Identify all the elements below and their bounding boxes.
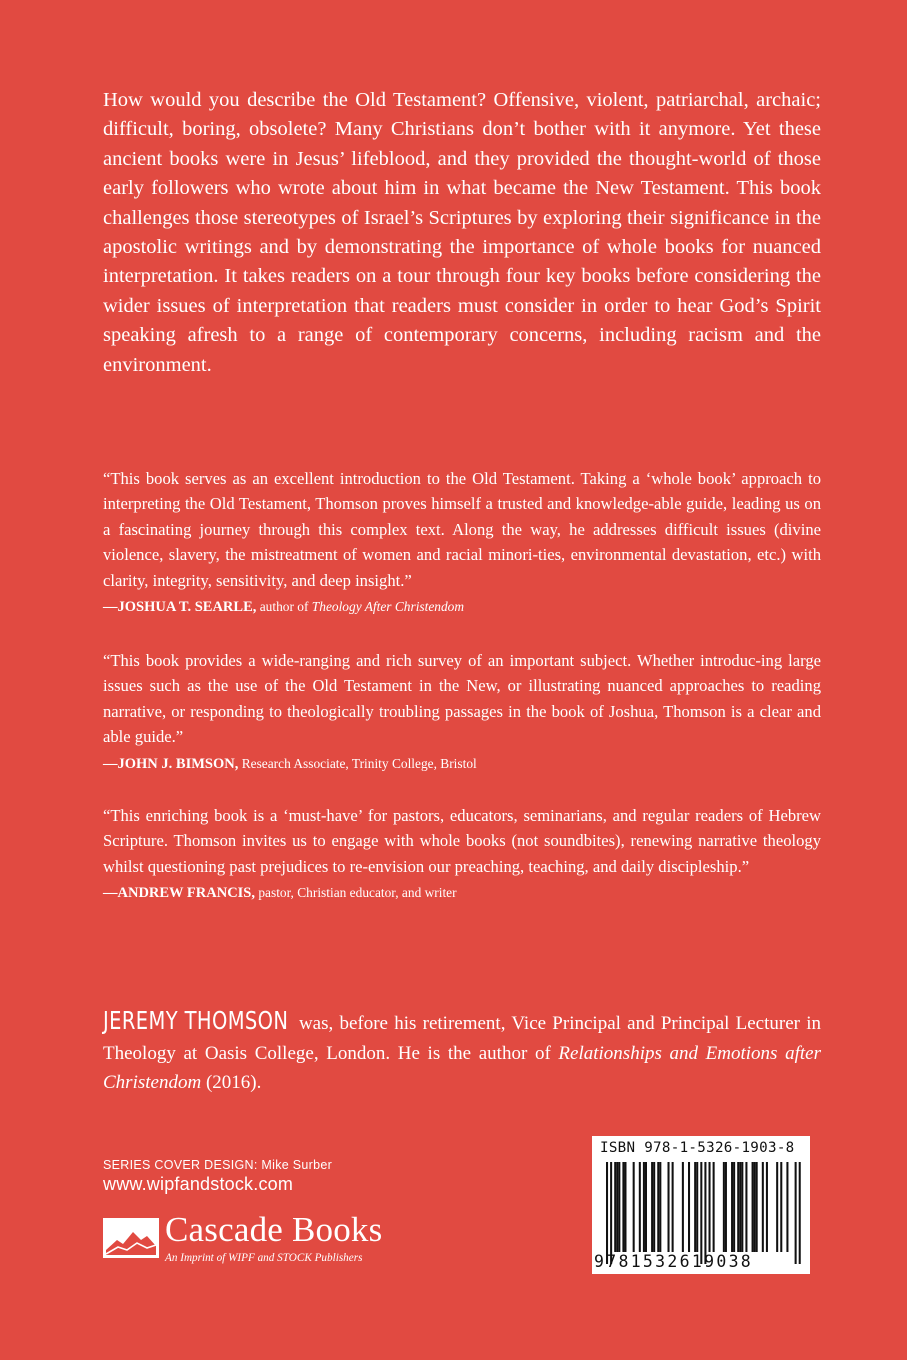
- barcode-bar: [618, 1162, 620, 1252]
- barcode-bar: [723, 1162, 725, 1252]
- endorsement-1: [103, 466, 821, 617]
- barcode-digits: 9781532619038: [594, 1252, 754, 1271]
- barcode-bar: [614, 1162, 616, 1252]
- barcode-bar: [756, 1162, 758, 1252]
- endorser-role: Research Associate, Trinity College, Bristol: [238, 755, 477, 771]
- barcode-bar: [745, 1162, 747, 1252]
- credits: [103, 1158, 332, 1195]
- barcode-bar: [731, 1162, 733, 1252]
- publisher-imprint: An Imprint of WIPF and STOCK Publishers: [165, 1252, 363, 1264]
- endorsement-quote: “This book provides a wide-ranging and rich survey of an important subject. Whether introduc-ing large issues such as the use of the Old Testament in the New, or illustrating nuanced approaches to reading narrative, or responding to theologically troubling passages in the book of Joshua, Thomson is a clear and able guide.”: [103, 651, 821, 747]
- barcode-bar: [643, 1162, 645, 1252]
- barcode-bar: [659, 1162, 661, 1252]
- endorsement-attribution: [103, 597, 821, 617]
- barcode-bar: [651, 1162, 653, 1252]
- barcode-bar: [657, 1162, 659, 1252]
- barcode-bar: [639, 1162, 641, 1252]
- bio-text: was, before his retirement, Vice Principal and Principal Lecturer in Theology at Oasis College, London. He is the author of: [103, 1013, 821, 1064]
- barcode-bar: [713, 1162, 715, 1252]
- endorser-role: author of: [256, 599, 312, 615]
- barcode-bar: [762, 1162, 764, 1252]
- barcode-bar: [786, 1162, 788, 1252]
- barcode-bar: [688, 1162, 690, 1252]
- barcode-bar: [704, 1162, 706, 1264]
- barcode-bar: [606, 1162, 608, 1264]
- endorsement-attribution: [103, 883, 821, 903]
- barcode-bar: [700, 1162, 702, 1264]
- barcode-bar: [766, 1162, 768, 1252]
- barcode-bar: [616, 1162, 618, 1252]
- publisher-website: www.wipfandstock.com: [103, 1174, 294, 1194]
- endorser-name: —JOHN J. BIMSON,: [103, 755, 239, 772]
- barcode-bar: [668, 1162, 670, 1252]
- isbn-barcode: [592, 1136, 810, 1274]
- barcode-bar: [696, 1162, 698, 1252]
- barcode-bar: [737, 1162, 739, 1252]
- endorser-work: Theology After Christendom: [311, 599, 465, 615]
- endorsement-2: [103, 648, 821, 774]
- barcode-bar: [610, 1162, 612, 1264]
- endorser-name: —JOSHUA T. SEARLE,: [103, 599, 257, 616]
- bio-text-end: (2016).: [201, 1072, 262, 1093]
- barcode-bar: [741, 1162, 743, 1252]
- barcode-bar: [709, 1162, 711, 1252]
- endorsement-3: [103, 803, 821, 903]
- barcode-bar: [624, 1162, 626, 1252]
- barcode-bar: [645, 1162, 647, 1252]
- barcode-bar: [799, 1162, 801, 1264]
- endorser-name: —ANDREW FRANCIS,: [103, 885, 255, 902]
- barcode-bar: [754, 1162, 756, 1252]
- barcode-bar: [795, 1162, 797, 1264]
- bio-book-title: Relationships and Emotions after Christendom: [103, 1042, 821, 1093]
- publisher-name: Cascade Books: [165, 1210, 383, 1249]
- barcode-bar: [622, 1162, 624, 1252]
- author-name: JEREMY THOMSON: [103, 1006, 289, 1035]
- endorser-role: pastor, Christian educator, and writer: [255, 885, 457, 901]
- barcode-bar: [672, 1162, 674, 1252]
- barcode-bar: [725, 1162, 727, 1252]
- barcode-bar: [682, 1162, 684, 1252]
- publisher-logo: [103, 1210, 433, 1276]
- barcode-bar: [752, 1162, 754, 1252]
- barcode-bar: [633, 1162, 635, 1252]
- barcode-bar: [694, 1162, 696, 1252]
- book-description: How would you describe the Old Testament? Offensive, violent, patriarchal, archaic; difficult, boring, obsolete? Many Christians don’t bother with it anymore. Yet these ancient books were in Jesus’ lifeblood, and they provided the thought-world of those early followers who wrote about him in what became the New Testament. This book challenges those stereotypes of Israel’s Scriptures by exploring their significance in the apostolic writings and by demonstrating the importance of whole books for nuanced interpretation. It takes readers on a tour through four key books before considering the wider issues of interpretation that readers must consider in order to hear God’s Spirit speaking afresh to a range of contemporary concerns, including racism and the environment.: [103, 89, 821, 376]
- barcode-bar: [653, 1162, 655, 1252]
- endorsement-attribution: [103, 754, 821, 774]
- mountain-peak-icon: [103, 1218, 159, 1258]
- endorsement-quote: “This enriching book is a ‘must-have’ for pastors, educators, seminarians, and regular readers of Hebrew Scripture. Thomson invites us to engage with whole books (not soundbites), renewing narrative theology whilst questioning past prejudices to re-envision our preaching, teaching, and daily discipleship.”: [103, 806, 821, 876]
- author-bio: [103, 1006, 821, 1098]
- barcode-bar: [776, 1162, 778, 1252]
- isbn-label: ISBN 978-1-5326-1903-8: [600, 1140, 795, 1156]
- barcode-bar: [733, 1162, 735, 1252]
- barcode-bar: [780, 1162, 782, 1252]
- cover-design-credit: SERIES COVER DESIGN: Mike Surber: [103, 1158, 333, 1172]
- barcode-bar: [739, 1162, 741, 1252]
- endorsement-quote: “This book serves as an excellent introduction to the Old Testament. Taking a ‘whole book’ approach to interpreting the Old Testament, Thomson proves himself a trusted and knowledge-able guide, leading us on a fascinating journey through this complex text. Along the way, he addresses difficult issues (divine violence, slavery, the mistreatment of women and racial minori-ties, environmental devastation, etc.) with clarity, integrity, sensitivity, and deep insight.”: [103, 469, 821, 590]
